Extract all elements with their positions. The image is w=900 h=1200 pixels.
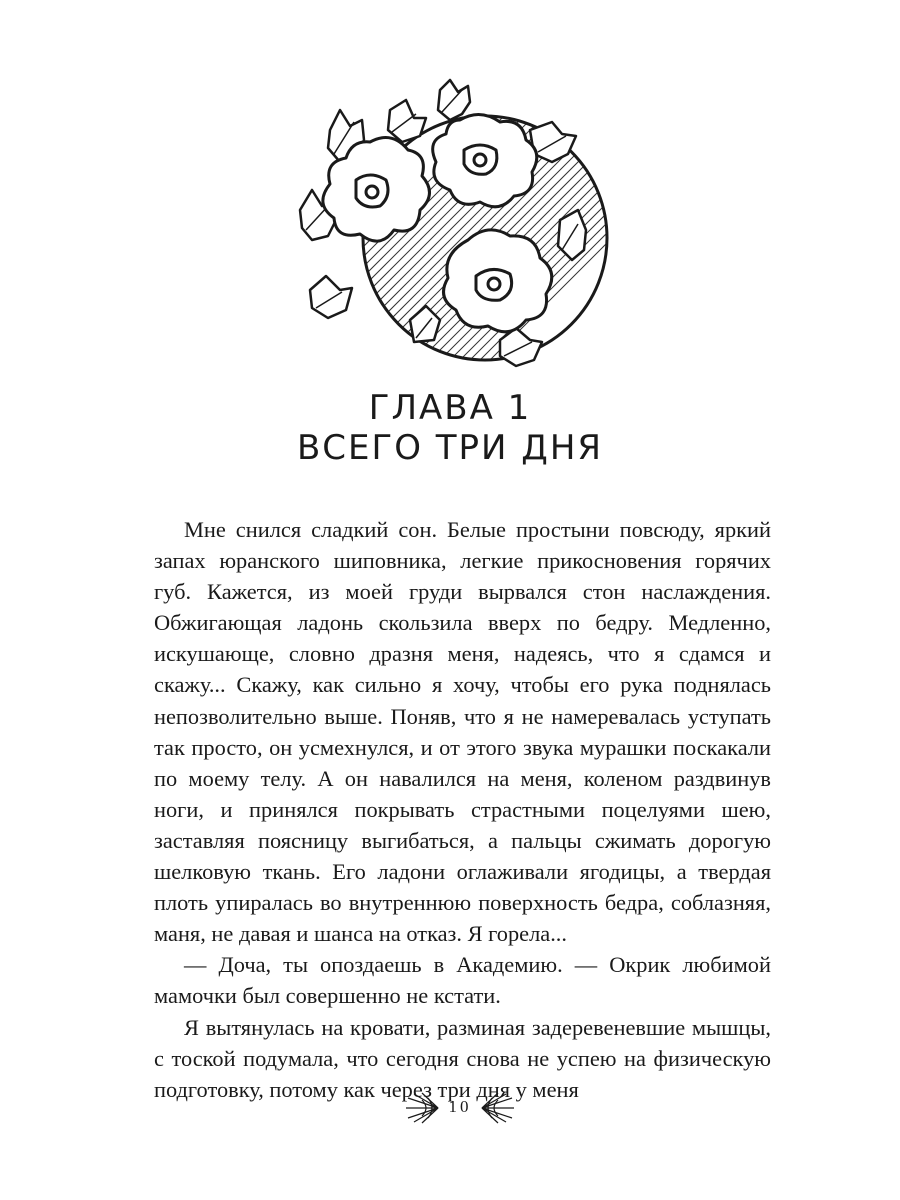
paragraph: — Доча, ты опоздаешь в Академию. — Окрик любимой мамочки был совершенно не кстати. bbox=[154, 952, 771, 1009]
rose-illustration-icon bbox=[290, 70, 620, 380]
chapter-title: ВСЕГО ТРИ ДНЯ bbox=[296, 428, 604, 468]
chapter-number: ГЛАВА 1 bbox=[368, 388, 532, 428]
chapter-body-text bbox=[154, 514, 771, 1102]
paragraph: Я вытянулась на кровати, разминая задеревеневшие мышцы, с тоской подумала, что сегодня снова не успею на физическую подготовку, потому как через три дня у меня bbox=[154, 1014, 771, 1102]
page-footer bbox=[400, 1088, 520, 1128]
paragraph: Мне снился сладкий сон. Белые простыни повсюду, яркий запах юранского шиповника, легкие прикосновения горячих губ. Кажется, из моей груди вырвался стон наслаждения. Обжигающая ладонь скользила вверх по бедру. Медленно, искушающе, словно дразня меня, надеясь, что я сдамся и скажу... Скажу, как сильно я хочу, чтобы его рука поднялась непозволительно выше. Поняв, что я не намеревалась уступать так просто, он усмехнулся, и от этого звука мурашки поскакали по моему телу. А он навалился на меня, коленом раздвинув ноги, и принялся покрывать страстными поцелуями шею, заставляя поясницу выгибаться, а пальцы сжимать дорогую шелковую ткань. Его ладони оглаживали ягодицы, а твердая плоть упиралась во внутреннюю поверхность бедра, соблазняя, маня, не давая и шанса на отказ. Я горела... bbox=[154, 517, 771, 947]
footer-right-ornament-icon bbox=[478, 1092, 518, 1124]
page-number: 10 bbox=[448, 1097, 472, 1116]
